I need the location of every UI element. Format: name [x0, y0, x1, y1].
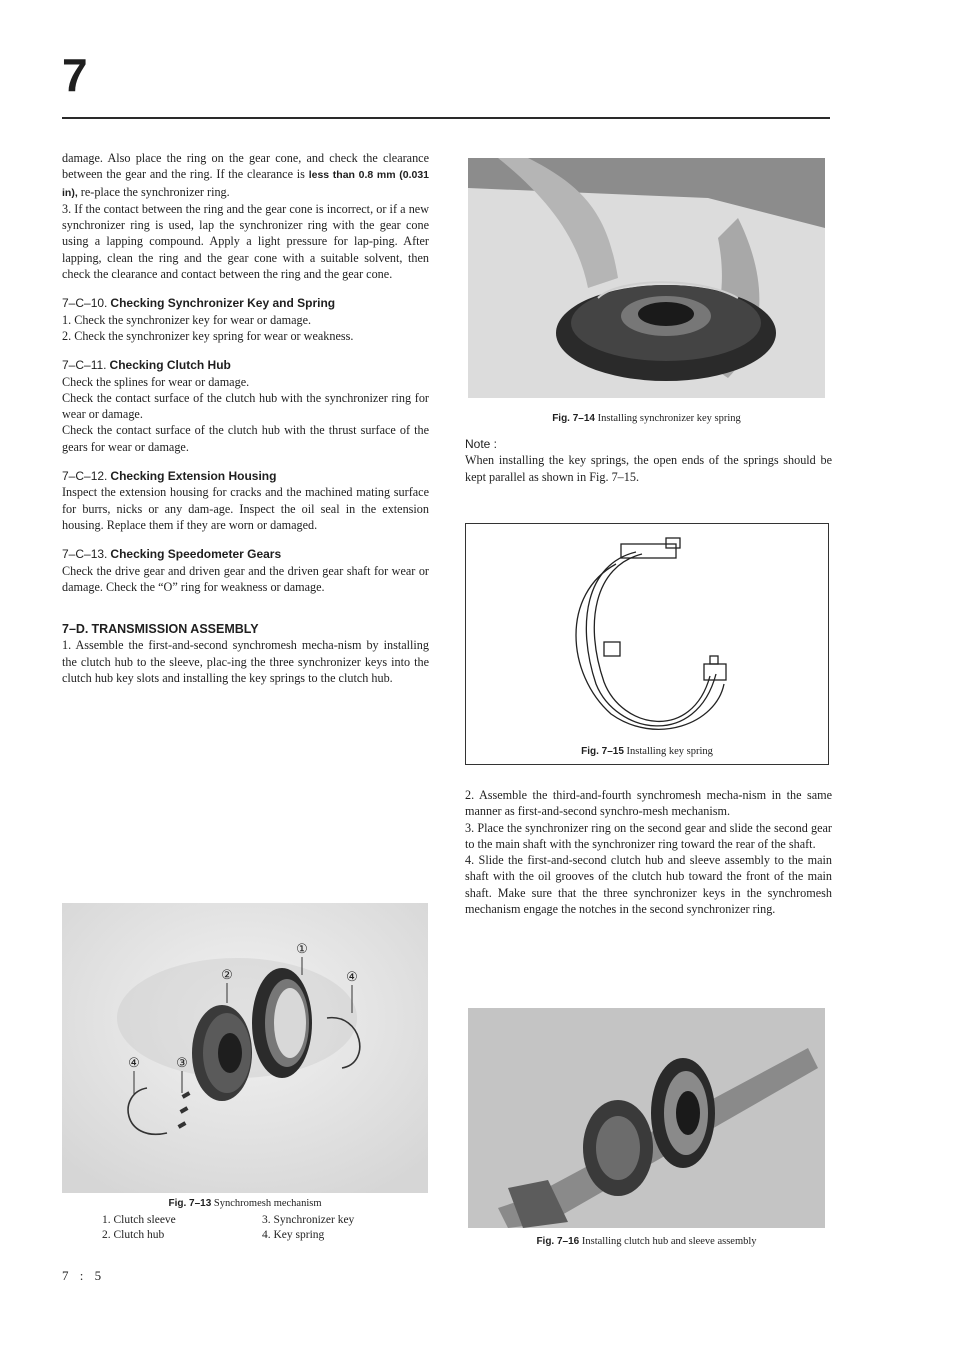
section-heading-7-d: 7–D. TRANSMISSION ASSEMBLY: [62, 622, 259, 637]
step-text: 4. Slide the first-and-second clutch hub and sleeve assembly to the main shaft with the oil grooves of the clutch hub toward the front of the main shaft. Make sure that the three synchronizer keys in the synchromesh mechanism engage the notches in the second synchronizer ring.: [465, 853, 832, 917]
key-spring-diagram: [466, 524, 828, 744]
paragraph-clearance: damage. Also place the ring on the gear cone, and check the clearance between the gear and the ring. If the clearance is less than 0.8 mm (0.031 in), re-place the synchronizer ring.: [62, 151, 429, 199]
right-column-text: [465, 787, 832, 917]
note-title: Note :: [465, 437, 498, 451]
callout-4: ④: [128, 1055, 140, 1070]
left-column: [62, 150, 429, 686]
hands-photo-illustration: [468, 158, 825, 398]
paragraph-lapping: 3. If the contact between the ring and the gear cone is incorrect, or if a new synchronizer ring is used, lap the synchronizer ring with the gear cone using a lapping compound. Apply a light pressure for lap-ping. After lapping, clean the ring and the gear cone with a suitable solvent, then check the clearance and contact between the ring and the gear cone.: [62, 201, 429, 282]
step-text: 2. Check the synchronizer key spring for wear or weakness.: [62, 328, 354, 343]
note-text: When installing the key springs, the open ends of the springs should be kept parallel as shown in Fig. 7–15.: [465, 453, 832, 484]
synchromesh-illustration: [62, 903, 428, 1193]
figure-caption: Fig. 7–14 Installing synchronizer key spring: [552, 413, 741, 424]
figure-clutch-hub-photo: [468, 1008, 825, 1228]
page-number: 7 : 5: [62, 1268, 106, 1283]
step-text: 1. Check the synchronizer key for wear or damage.: [62, 312, 312, 327]
callout-2: ②: [221, 967, 233, 982]
figure-caption: Fig. 7–15 Installing key spring: [581, 746, 713, 757]
step-text: Inspect the extension housing for cracks and the machined mating surface for burrs, nicks or any dam-age. Inspect the oil seal in the extension housing. Replace them if they are worn or damaged.: [62, 485, 429, 532]
shaft-photo-illustration: [468, 1008, 825, 1228]
header-rule: [62, 117, 830, 119]
note-block: [465, 436, 832, 485]
figure-key-spring-drawing: [465, 523, 829, 765]
section-heading-7-c-13: 7–C–13. Checking Speedometer Gears: [62, 547, 282, 562]
legend-item: 4. Key spring: [262, 1229, 325, 1241]
figure-synchromesh-photo: [62, 903, 428, 1193]
callout-3: ③: [176, 1055, 188, 1070]
section-heading-7-c-11: 7–C–11. Checking Clutch Hub: [62, 358, 231, 373]
callout-4: ④: [346, 969, 358, 984]
section-heading-7-c-10: 7–C–10. Checking Synchronizer Key and Spring: [62, 296, 336, 311]
step-text: 2. Assemble the third-and-fourth synchromesh mecha-nism in the same manner as first-and-second synchro-mesh mechanism.: [465, 788, 832, 819]
step-text: 3. Place the synchronizer ring on the second gear and slide the second gear to the main shaft with the synchronizer ring toward the rear of the shaft.: [465, 820, 832, 851]
chapter-number: 7: [62, 49, 88, 101]
step-text: 1. Assemble the first-and-second synchromesh mecha-nism by installing the clutch hub to the sleeve, plac-ing the three synchronizer keys into the clutch hub key slots and installing the key springs to the clutch hub.: [62, 638, 429, 686]
step-text: Check the drive gear and driven gear and the driven gear shaft for wear or damage. Check the “O” ring for weakness or damage.: [62, 563, 429, 594]
figure-caption: Fig. 7–16 Installing clutch hub and sleeve assembly: [536, 1236, 757, 1247]
step-text: Check the splines for wear or damage.: [62, 374, 250, 389]
section-heading-7-c-12: 7–C–12. Checking Extension Housing: [62, 469, 277, 484]
legend-item: 1. Clutch sleeve: [102, 1214, 176, 1226]
figure-key-spring-photo: [468, 158, 825, 398]
step-text: Check the contact surface of the clutch hub with the thrust surface of the gears for wear or damage.: [62, 423, 429, 454]
figure-caption: Fig. 7–13 Synchromesh mechanism: [168, 1198, 322, 1209]
legend-item: 2. Clutch hub: [102, 1229, 165, 1241]
callout-1: ①: [296, 941, 308, 956]
step-text: Check the contact surface of the clutch hub with the synchronizer ring for wear or damage.: [62, 390, 429, 422]
legend-item: 3. Synchronizer key: [262, 1214, 355, 1226]
